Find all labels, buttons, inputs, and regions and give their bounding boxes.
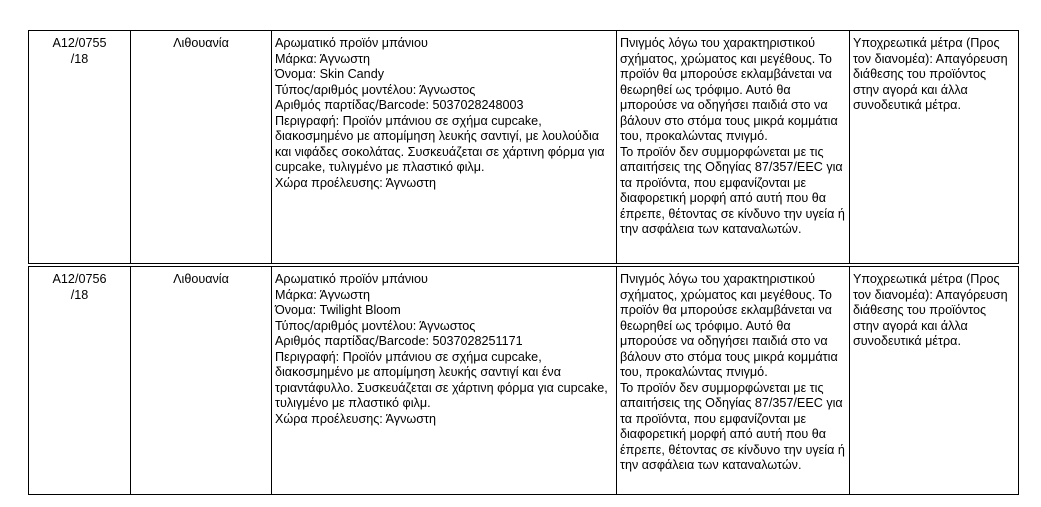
risk-cell: Πνιγμός λόγω του χαρακτηριστικού σχήματος, χρώματος και μεγέθους. Το προϊόν θα μπορούσε εκλαμβάνεται να θεωρηθεί ως τρόφιμο. Αυτό θα μπορούσε να οδηγήσει παιδιά στο να βάλουν στο στόμα τους μικρά κομμάτια του, προκαλώντας πνιγμό. Το προϊόν δεν συμμορφώνεται με τις απαιτήσεις της Οδηγίας 87/357/EEC για τα προϊόντα, που εμφανίζονται με διαφορετική μορφή από αυτή που θα έπρεπε, θέτοντας σε κίνδυνο την υγεία ή την ασφάλεια των καταναλωτών.: [617, 31, 850, 264]
measures-cell: Υποχρεωτικά μέτρα (Προς τον διανομέα): Απαγόρευση διάθεσης του προϊόντος στην αγορά και άλλα συνοδευτικά μέτρα.: [850, 267, 1019, 495]
product-cell: Αρωματικό προϊόν μπάνιου Μάρκα: Άγνωστη Όνομα: Skin Candy Τύπος/αριθμός μοντέλου: Άγνωστος Αριθμός παρτίδας/Barcode: 5037028248003 Περιγραφή: Προϊόν μπάνιου σε σχήμα cupcake, διακοσμημένο με απομίμηση λευκής σαντιγί, με λουλούδια και νιφάδες σοκολάτας. Συσκευάζεται σε χάρτινη φόρμα για cupcake, τυλιγμένο με πλαστικό φιλμ. Χώρα προέλευσης: Άγνωστη: [272, 31, 617, 264]
table-row: [29, 31, 1019, 264]
country-cell: Λιθουανία: [131, 267, 272, 495]
table-row: [29, 267, 1019, 495]
measures-cell: Υποχρεωτικά μέτρα (Προς τον διανομέα): Απαγόρευση διάθεσης του προϊόντος στην αγορά και άλλα συνοδευτικά μέτρα.: [850, 31, 1019, 264]
product-cell: Αρωματικό προϊόν μπάνιου Μάρκα: Άγνωστη Όνομα: Twilight Bloom Τύπος/αριθμός μοντέλου: Άγνωστος Αριθμός παρτίδας/Barcode: 5037028251171 Περιγραφή: Προϊόν μπάνιου σε σχήμα cupcake, διακοσμημένο με απομίμηση λευκής σαντιγί και ένα τριαντάφυλλο. Συσκευάζεται σε χάρτινη φόρμα για cupcake, τυλιγμένο με πλαστικό φιλμ. Χώρα προέλευσης: Άγνωστη: [272, 267, 617, 495]
reference-cell: A12/0755 /18: [29, 31, 131, 264]
reference-cell: A12/0756 /18: [29, 267, 131, 495]
country-cell: Λιθουανία: [131, 31, 272, 264]
risk-cell: Πνιγμός λόγω του χαρακτηριστικού σχήματος, χρώματος και μεγέθους. Το προϊόν θα μπορούσε εκλαμβάνεται να θεωρηθεί ως τρόφιμο. Αυτό θα μπορούσε να οδηγήσει παιδιά στο να βάλουν στο στόμα τους μικρά κομμάτια του, προκαλώντας πνιγμό. Το προϊόν δεν συμμορφώνεται με τις απαιτήσεις της Οδηγίας 87/357/EEC για τα προϊόντα, που εμφανίζονται με διαφορετική μορφή από αυτή που θα έπρεπε, θέτοντας σε κίνδυνο την υγεία ή την ασφάλεια των καταναλωτών.: [617, 267, 850, 495]
notifications-table: [28, 30, 1019, 495]
